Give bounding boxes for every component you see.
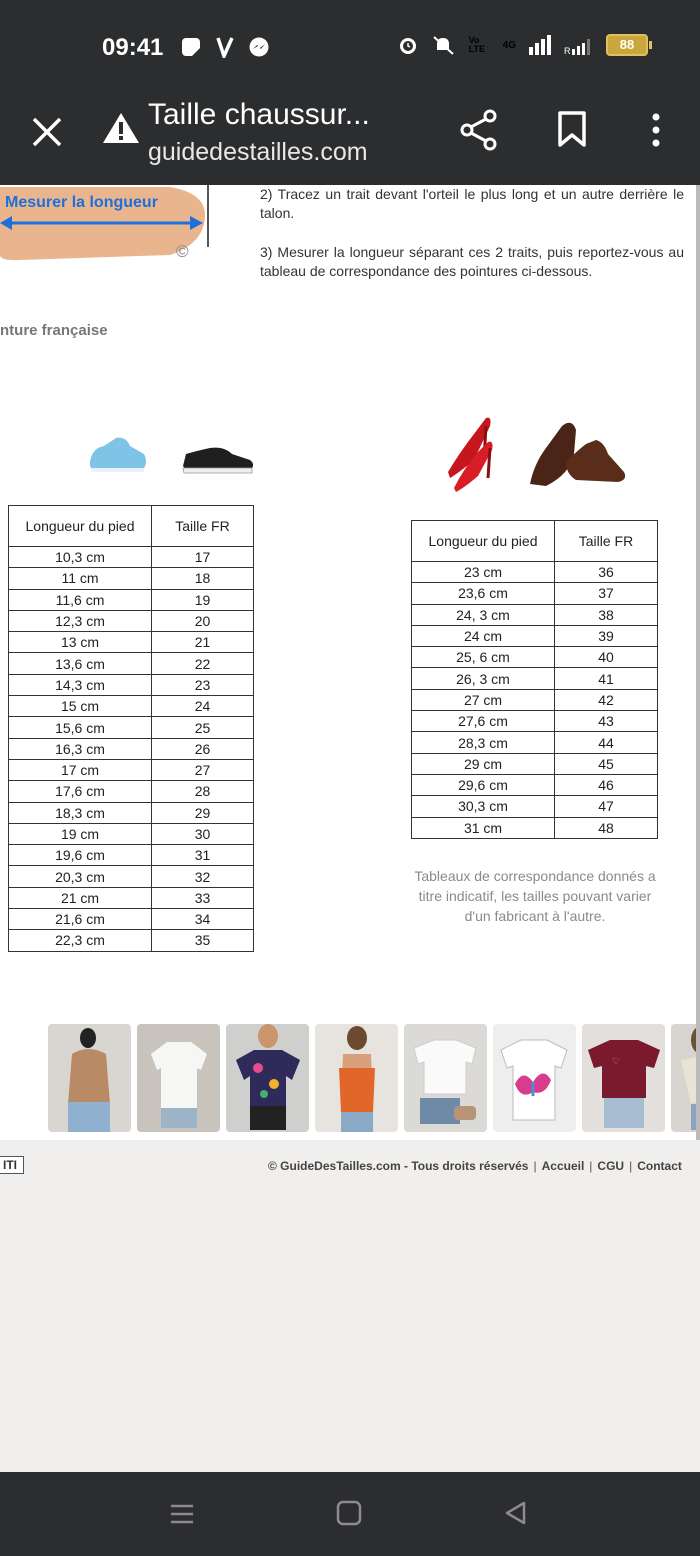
foot-length-cell: 11 cm: [9, 568, 152, 589]
section-label: nture française: [0, 322, 108, 339]
fr-size-cell: 39: [555, 625, 658, 646]
fr-size-cell: 37: [555, 583, 658, 604]
fr-size-cell: 34: [152, 909, 254, 930]
foot-length-cell: 29 cm: [412, 753, 555, 774]
note-app-icon: [180, 36, 202, 58]
footer-area: [0, 1140, 700, 1472]
foot-length-cell: 17,6 cm: [9, 781, 152, 802]
table-row: [9, 909, 254, 930]
page-edge-divider: [696, 185, 700, 1145]
foot-length-cell: 15,6 cm: [9, 717, 152, 738]
foot-length-cell: 22,3 cm: [9, 930, 152, 951]
foot-length-cell: 14,3 cm: [9, 674, 152, 695]
header-fr-size: Taille FR: [152, 506, 254, 547]
footer-copyright: © GuideDesTailles.com - Tous droits réservés: [268, 1159, 529, 1173]
adult-table-body: [412, 562, 658, 839]
footer-links: © GuideDesTailles.com - Tous droits réservés | Accueil | CGU | Contact: [268, 1159, 682, 1173]
fr-size-cell: 44: [555, 732, 658, 753]
status-time: 09:41: [102, 34, 164, 61]
adult-size-table: [411, 520, 658, 839]
fr-size-cell: 28: [152, 781, 254, 802]
header-fr-size: Taille FR: [555, 521, 658, 562]
foot-length-cell: 29,6 cm: [412, 774, 555, 795]
footer-link-cgu[interactable]: CGU: [597, 1159, 625, 1173]
messenger-icon: [248, 36, 270, 58]
fr-size-cell: 27: [152, 759, 254, 780]
foot-length-cell: 28,3 cm: [412, 732, 555, 753]
fr-size-cell: 24: [152, 696, 254, 717]
product-thumb-2[interactable]: [137, 1024, 220, 1132]
table-row: [9, 759, 254, 780]
home-icon[interactable]: [336, 1500, 362, 1526]
table-header-row: [9, 506, 254, 547]
measure-label: Mesurer la longueur: [5, 194, 158, 211]
warning-icon[interactable]: [102, 111, 140, 145]
foot-length-cell: 23,6 cm: [412, 583, 555, 604]
product-thumb-3[interactable]: [226, 1024, 309, 1132]
table-row: [412, 817, 658, 838]
table-row: [9, 823, 254, 844]
foot-length-cell: 17 cm: [9, 759, 152, 780]
product-thumb-7[interactable]: [582, 1024, 665, 1132]
foot-length-cell: 30,3 cm: [412, 796, 555, 817]
header-foot-length: Longueur du pied: [9, 506, 152, 547]
table-row: [9, 589, 254, 610]
table-row: [412, 689, 658, 710]
mute-icon: [431, 34, 457, 56]
fr-size-cell: 25: [152, 717, 254, 738]
foot-length-cell: 23 cm: [412, 562, 555, 583]
fr-size-cell: 48: [555, 817, 658, 838]
fr-size-cell: 29: [152, 802, 254, 823]
table-row: [412, 583, 658, 604]
table-row: [412, 774, 658, 795]
fr-size-cell: 19: [152, 589, 254, 610]
table-row: [9, 802, 254, 823]
table-row: [9, 738, 254, 759]
share-icon[interactable]: [459, 109, 499, 151]
product-thumb-1[interactable]: [48, 1024, 131, 1132]
table-row: [412, 625, 658, 646]
network-label: 4G: [502, 39, 516, 51]
table-row: [9, 568, 254, 589]
fr-size-cell: 31: [152, 845, 254, 866]
table-row: [412, 647, 658, 668]
instruction-step-3: 3) Mesurer la longueur séparant ces 2 traits, puis reportez-vous au tableau de correspondance des pointures ci-dessous.: [260, 244, 684, 279]
table-row: [9, 547, 254, 568]
table-row: [9, 845, 254, 866]
copyright-symbol: ©: [176, 242, 189, 261]
foot-length-cell: 12,3 cm: [9, 610, 152, 631]
fr-size-cell: 47: [555, 796, 658, 817]
foot-length-cell: 19 cm: [9, 823, 152, 844]
table-row: [9, 632, 254, 653]
foot-length-cell: 24 cm: [412, 625, 555, 646]
fr-size-cell: 32: [152, 866, 254, 887]
back-icon[interactable]: [503, 1500, 529, 1526]
svg-text:R: R: [564, 46, 571, 55]
table-row: [9, 674, 254, 695]
svg-text:♡: ♡: [612, 1056, 621, 1066]
fr-size-cell: 20: [152, 610, 254, 631]
close-icon[interactable]: [30, 115, 64, 149]
fr-size-cell: 21: [152, 632, 254, 653]
product-carousel[interactable]: [48, 1024, 700, 1132]
fr-size-cell: 41: [555, 668, 658, 689]
v-app-icon: [216, 36, 234, 58]
fr-size-cell: 42: [555, 689, 658, 710]
table-row: [9, 866, 254, 887]
fr-size-cell: 36: [555, 562, 658, 583]
table-row: [412, 796, 658, 817]
fr-size-cell: 45: [555, 753, 658, 774]
footer-link-home[interactable]: Accueil: [541, 1159, 585, 1173]
fr-size-cell: 22: [152, 653, 254, 674]
table-row: [9, 930, 254, 951]
footer-link-contact[interactable]: Contact: [637, 1159, 682, 1173]
fr-size-cell: 18: [152, 568, 254, 589]
table-row: [9, 653, 254, 674]
disclaimer-note: Tableaux de correspondance donnés a titre indicatif, les tailles pouvant varier d'un fabricant à l'autre.: [414, 868, 656, 924]
foot-length-cell: 31 cm: [412, 817, 555, 838]
fr-size-cell: 43: [555, 711, 658, 732]
header-foot-length: Longueur du pied: [412, 521, 555, 562]
fr-size-cell: 33: [152, 887, 254, 908]
instruction-step-2: 2) Tracez un trait devant l'orteil le plus long et un autre derrière le talon.: [260, 186, 684, 221]
table-row: [412, 604, 658, 625]
product-thumb-4[interactable]: [315, 1024, 398, 1132]
foot-length-cell: 13,6 cm: [9, 653, 152, 674]
more-menu-icon[interactable]: [644, 112, 668, 148]
table-row: [412, 562, 658, 583]
foot-length-cell: 27 cm: [412, 689, 555, 710]
volte-label: Vo LTE: [468, 35, 485, 54]
foot-length-cell: 13 cm: [9, 632, 152, 653]
foot-length-cell: 26, 3 cm: [412, 668, 555, 689]
page-title[interactable]: Taille chaussur...: [148, 98, 370, 131]
table-row: [412, 732, 658, 753]
foot-length-cell: 19,6 cm: [9, 845, 152, 866]
foot-length-cell: 27,6 cm: [412, 711, 555, 732]
fr-size-cell: 30: [152, 823, 254, 844]
foot-length-cell: 20,3 cm: [9, 866, 152, 887]
kids-size-table: [8, 505, 254, 952]
table-row: [412, 753, 658, 774]
table-row: [9, 717, 254, 738]
recent-apps-icon[interactable]: [168, 1500, 196, 1528]
foot-length-cell: 11,6 cm: [9, 589, 152, 610]
kids-table-body: [9, 547, 254, 952]
red-heels-image: [440, 412, 496, 492]
alarm-icon: [397, 34, 419, 56]
foot-length-cell: 15 cm: [9, 696, 152, 717]
battery-indicator: 88: [606, 34, 648, 56]
product-thumb-5[interactable]: [404, 1024, 487, 1132]
footer-badge[interactable]: ITI: [0, 1156, 24, 1174]
table-header-row: [412, 521, 658, 562]
kids-shoe-image: [180, 440, 256, 478]
fr-size-cell: 23: [152, 674, 254, 695]
foot-length-cell: 21,6 cm: [9, 909, 152, 930]
table-row: [9, 781, 254, 802]
page-url[interactable]: guidedestailles.com: [148, 138, 368, 166]
signal-2-icon: [564, 35, 594, 55]
fr-size-cell: 40: [555, 647, 658, 668]
signal-icon: [528, 35, 552, 55]
fr-size-cell: 26: [152, 738, 254, 759]
status-system-icons: [397, 34, 648, 56]
table-row: [412, 668, 658, 689]
table-row: [9, 887, 254, 908]
table-row: [9, 610, 254, 631]
fr-size-cell: 46: [555, 774, 658, 795]
fr-size-cell: 17: [152, 547, 254, 568]
foot-length-cell: 24, 3 cm: [412, 604, 555, 625]
foot-length-cell: 25, 6 cm: [412, 647, 555, 668]
leather-shoes-image: [526, 414, 628, 490]
fr-size-cell: 38: [555, 604, 658, 625]
foot-length-cell: 18,3 cm: [9, 802, 152, 823]
bookmark-icon[interactable]: [557, 110, 587, 148]
product-thumb-6[interactable]: [493, 1024, 576, 1132]
foot-length-cell: 10,3 cm: [9, 547, 152, 568]
table-row: [9, 696, 254, 717]
status-notification-icons: [180, 36, 270, 58]
foot-length-cell: 16,3 cm: [9, 738, 152, 759]
table-row: [412, 711, 658, 732]
kids-sneaker-image: [86, 432, 150, 478]
foot-length-cell: 21 cm: [9, 887, 152, 908]
fr-size-cell: 35: [152, 930, 254, 951]
